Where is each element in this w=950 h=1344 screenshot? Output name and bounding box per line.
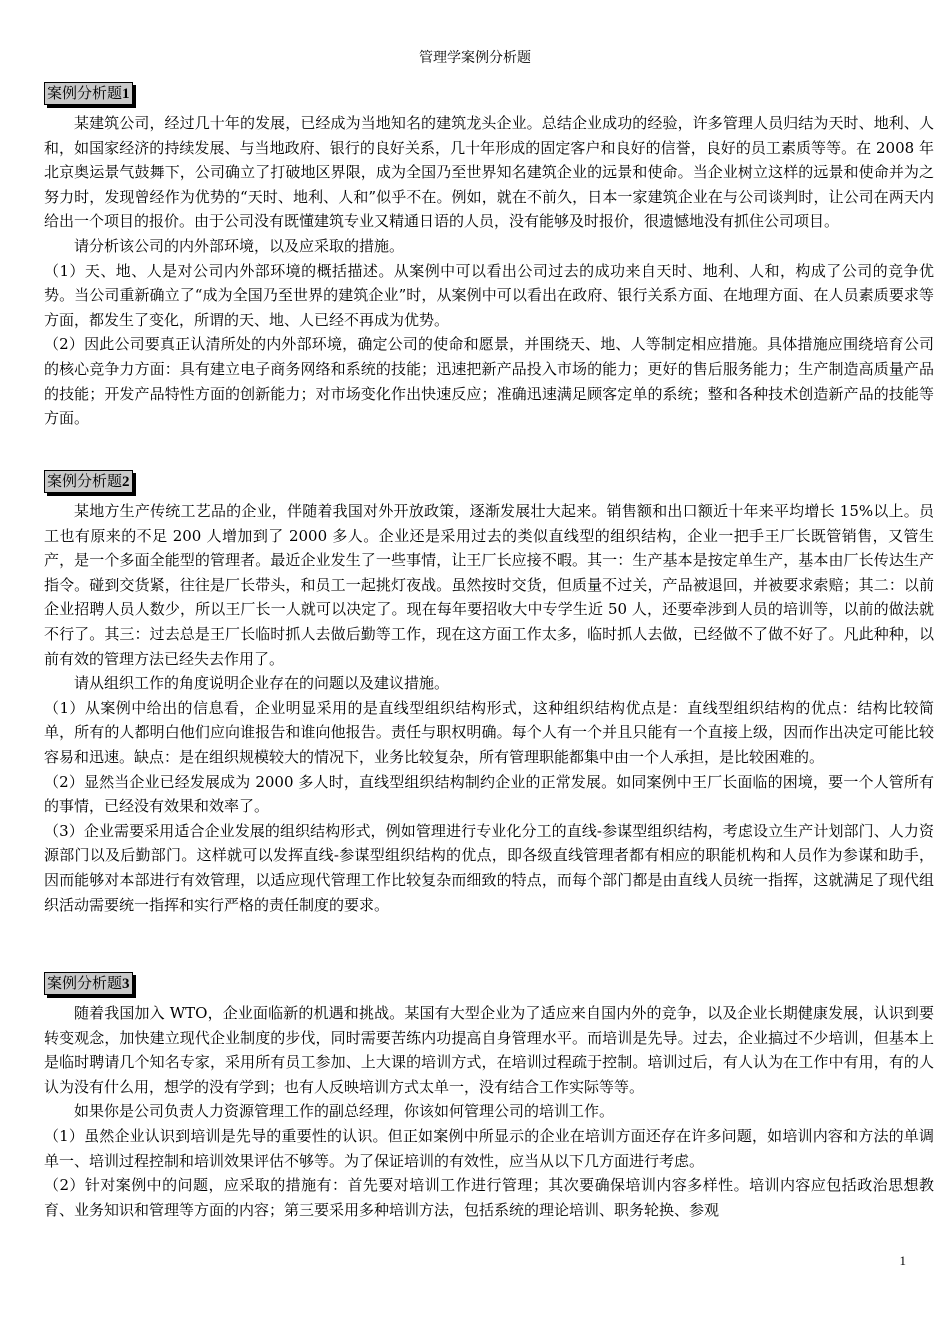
case-label [44,82,133,105]
case-paragraph: 随着我国加入 WTO，企业面临新的机遇和挑战。某国有大型企业为了适应来自国内外的竞争，以及企业长期健康发展，认识到要转变观念，加快建立现代企业制度的步伐，同时需要苦练内功提高自身管理水平。而培训是先导。过去，企业搞过不少培训，但基本上是临时聘请几个知名专家，采用所有员工参加、上大课的培训方式，在培训过程疏于控制。培训过后，有人认为在工作中有用，有的人认为没有什么用，想学的没有学到；也有人反映培训方式太单一，没有结合工作实际等等。 [44,1004,934,1096]
case-section-1 [44,82,934,431]
case-label-number: 2 [122,474,130,490]
case-label [44,972,133,995]
case-paragraph: 某建筑公司，经过几十年的发展，已经成为当地知名的建筑龙头企业。总结企业成功的经验，许多管理人员归结为天时、地利、人和，如国家经济的持续发展、与当地政府、银行的良好关系，几十年形成的固定客户和良好的信誉，良好的员工素质等等。在 2008 年北京奥运景气鼓舞下，公司确立了打破地区界限，成为全国乃至世界知名建筑企业的远景和使命。当企业树立这样的远景和使命并为之努力时，发现曾经作为优势的“天时、地利、人和”似乎不在。例如，就在不前久，日本一家建筑企业在与公司谈判时，让公司在两天内给出一个项目的报价。由于公司没有既懂建筑专业又精通日语的人员，没有能够及时报价，很遗憾地没有抓住公司项目。 [44,114,934,231]
case-question: 请从组织工作的角度说明企业存在的问题以及建议措施。 [74,674,450,693]
case-answer: （1）天、地、人是对公司内外部环境的概括描述。从案例中可以看出公司过去的成功来自天时、地利、人和，构成了公司的竞争优势。当公司重新确立了“成为全国乃至世界的建筑企业”时，从案例中可以看出在政府、银行关系方面、在地理方面、在人员素质要求等方面，都发生了变化，所谓的天、地、人已经不再成为优势。 [44,261,934,329]
case-label-text: 案例分析题 [47,974,123,992]
case-section-3 [44,972,934,1222]
case-answer: （2）针对案例中的问题，应采取的措施有：首先要对培训工作进行管理；其次要确保培训内容多样性。培训内容应包括政治思想教育、业务知识和管理等方面的内容；第三要采用多种培训方法，包括系统的理论培训、职务轮换、参观 [44,1176,934,1219]
case-answer: （3）企业需要采用适合企业发展的组织结构形式，例如管理进行专业化分工的直线-参谋型组织结构，考虑设立生产计划部门、人力资源部门以及后勤部门。这样就可以发挥直线-参谋型组织结构的优点，即各级直线管理者都有相应的职能机构和人员作为参谋和助手，因而能够对本部进行有效管理，以适应现代管理工作比较复杂而细致的特点，而每个部门都是由直线人员统一指挥，这就满足了现代组织活动需要统一指挥和实行严格的责任制度的要求。 [44,821,934,914]
page-number: 1 [899,1253,906,1268]
case-label-text: 案例分析题 [47,472,123,490]
case-label-number: 1 [122,86,130,102]
case-question: 请分析该公司的内外部环境，以及应采取的措施。 [74,236,405,255]
case-paragraph: 某地方生产传统工艺品的企业，伴随着我国对外开放政策，逐渐发展壮大起来。销售额和出口额近十年来平均增长 15%以上。员工也有原来的不足 200 人增加到了 2000 多人。企业还是采用过去的类似直线型的组织结构，企业一把手王厂长既管销售，又管生产，是一个多面全能型的管理者。最近企业发生了一些事情，让王厂长应接不暇。其一：生产基本是按定单生产，基本由厂长传达生产指令。碰到交货紧，往往是厂长带头，和员工一起挑灯夜战。虽然按时交货，但质量不过关，产品被退回，并被要求索赔；其二：以前企业招聘人员人数少，所以王厂长一人就可以决定了。现在每年要招收大中专学生近 50 人，还要牵涉到人员的培训等，以前的做法就不行了。其三：过去总是王厂长临时抓人去做后勤等工作，现在这方面工作太多，临时抓人去做，已经做不了做不好了。凡此种种，以前有效的管理方法已经失去作用了。 [44,502,934,668]
case-answer: （1）虽然企业认识到培训是先导的重要性的认识。但正如案例中所显示的企业在培训方面还存在许多问题，如培训内容和方法的单调单一、培训过程控制和培训效果评估不够等。为了保证培训的有效性，应当从以下几方面进行考虑。 [44,1126,934,1170]
case-section-2 [44,470,934,917]
case-label [44,470,133,493]
case-answer: （2）因此公司要真正认清所处的内外部环境，确定公司的使命和愿景，并围绕天、地、人等制定相应措施。具体措施应围绕培育公司的核心竞争力方面：具有建立电子商务网络和系统的技能；迅速把新产品投入市场的能力；更好的售后服务能力；生产制造高质量产品的技能；开发产品特性方面的创新能力；对市场变化作出快速反应；准确迅速满足顾客定单的系统；整和各种技术创造新产品的技能等方面。 [44,335,934,428]
case-label-number: 3 [122,976,130,992]
case-question: 如果你是公司负责人力资源管理工作的副总经理，你该如何管理公司的培训工作。 [74,1102,615,1121]
page-title: 管理学案例分析题 [419,50,531,66]
case-answer: （2）显然当企业已经发展成为 2000 多人时，直线型组织结构制约企业的正常发展。如同案例中王厂长面临的困境，要一个人管所有的事情，已经没有效果和效率了。 [44,772,934,816]
case-label-text: 案例分析题 [47,84,123,102]
case-answer: （1）从案例中给出的信息看，企业明显采用的是直线型组织结构形式，这种组织结构优点是：直线型组织结构的优点：结构比较简单，所有的人都明白他们应向谁报告和谁向他报告。责任与职权明确。每个人有一个并且只能有一个直接上级，因而作出决定可能比较容易和迅速。缺点：是在组织规模较大的情况下，业务比较复杂，所有管理职能都集中由一个人承担，是比较困难的。 [44,698,934,766]
